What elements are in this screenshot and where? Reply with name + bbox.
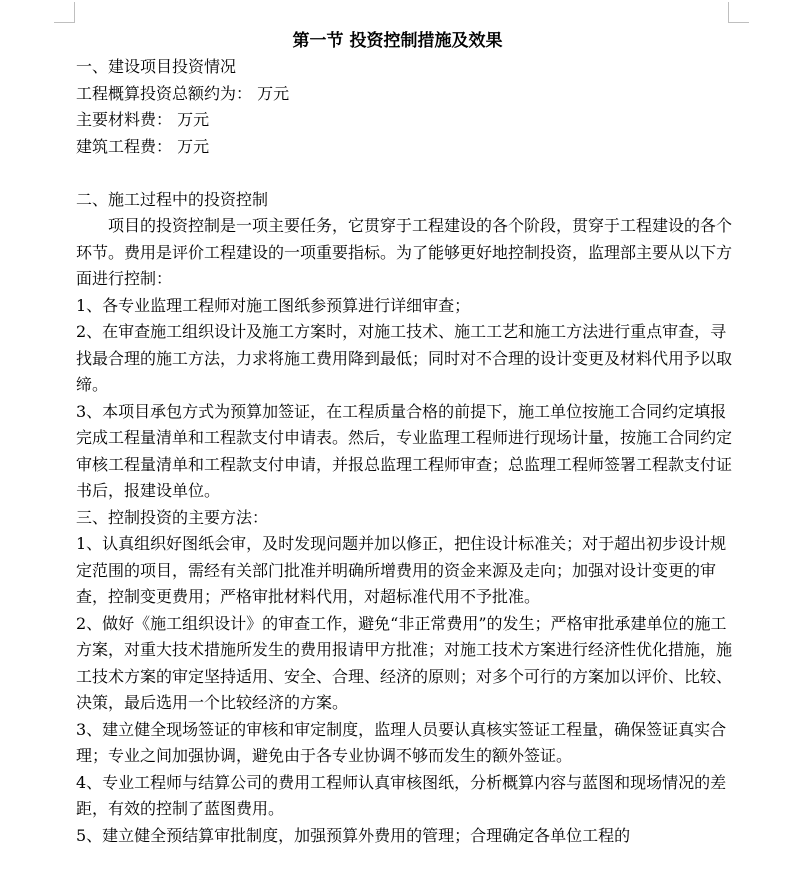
method-item-3: 3、建立健全现场签证的审核和审定制度，监理人员要认真核实签证工程量，确保签证真实合理；专业之间加强协调，避免由于各专业协调不够而发生的额外签证。 (76, 719, 727, 765)
document-body (76, 54, 736, 849)
intro-paragraph: 项目的投资控制是一项主要任务，它贯穿于工程建设的各个阶段，贯穿于工程建设的各个环节。费用是评价工程建设的一项重要指标。为了能够更好地控制投资，监理部主要从以下方面进行控制： (76, 216, 733, 288)
method-item-1: 1、认真组织好图纸会审，及时发现问题并加以修正，把住设计标准关；对于超出初步设计规定范围的项目，需经有关部门批准并明确所增费用的资金来源及走向；加强对设计变更的审查，控制变更费用；严格审批材料代用，对超标准代用不予批准。 (76, 534, 727, 606)
construction-cost-line: 建筑工程费： 万元 (76, 136, 210, 156)
section-title: 第一节 投资控制措施及效果 (292, 31, 503, 51)
control-item-1: 1、各专业监理工程师对施工图纸参预算进行详细审查； (76, 295, 471, 315)
heading-main-methods: 三、控制投资的主要方法： (76, 507, 269, 527)
page-corner-mark-top-left (54, 2, 75, 23)
method-item-4: 4、专业工程师与结算公司的费用工程师认真审核图纸，分析概算内容与蓝图和现场情况的差距，有效的控制了蓝图费用。 (76, 772, 727, 818)
page-corner-mark-top-right (728, 2, 749, 23)
control-item-2: 2、在审查施工组织设计及施工方案时，对施工技术、施工工艺和施工方法进行重点审查，寻找最合理的施工方法，力求将施工费用降到最低；同时对不合理的设计变更及材料代用予以取缔。 (76, 322, 733, 394)
method-item-5: 5、建立健全预结算审批制度，加强预算外费用的管理；合理确定各单位工程的 (76, 825, 631, 845)
method-item-2: 2、做好《施工组织设计》的审查工作，避免“非正常费用”的发生；严格审批承建单位的施工方案，对重大技术措施所发生的费用报请甲方批准；对施工技术方案进行经济性优化措施，施工技术方案的审定坚持适用、安全、合理、经济的原则；对多个可行的方案加以评价、比较、决策，最后选用一个比较经济的方案。 (76, 613, 733, 712)
material-cost-line: 主要材料费： 万元 (76, 110, 210, 129)
heading-construction-control: 二、施工过程中的投资控制 (76, 189, 269, 209)
heading-investment-overview: 一、建设项目投资情况 (76, 57, 237, 76)
blank-line (76, 160, 736, 187)
control-item-3: 3、本项目承包方式为预算加签证，在工程质量合格的前提下，施工单位按施工合同约定填报完成工程量清单和工程款支付申请表。然后，专业监理工程师进行现场计量，按施工合同约定审核工程量清单和工程款支付申请，并报总监理工程师审查；总监理工程师签署工程款支付证书后，报建设单位。 (76, 401, 733, 500)
total-budget-line: 工程概算投资总额约为： 万元 (76, 83, 290, 103)
